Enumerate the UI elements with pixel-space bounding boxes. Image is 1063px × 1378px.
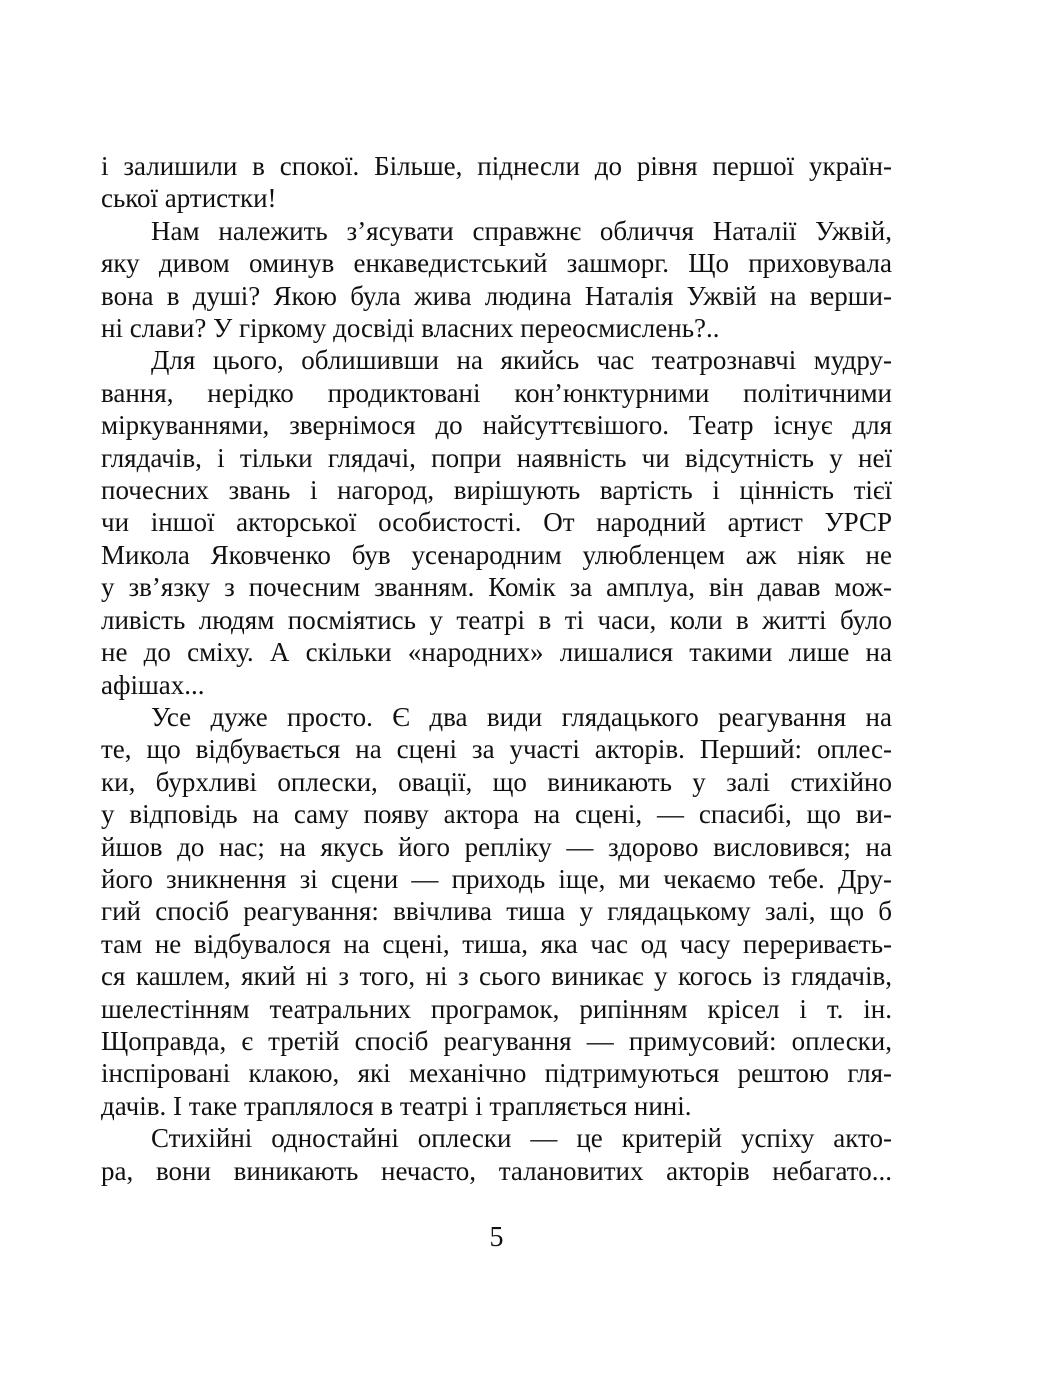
text-line: ся кашлем, який ні з того, ні з сього виникає у когось із глядачів, <box>101 961 892 992</box>
text-line: йшов до нас; на якусь його репліку — здорово висловився; на <box>101 831 892 862</box>
text-line: інспіровані клакою, які механічно підтримуються рештою гля- <box>101 1058 892 1089</box>
text-line: Усе дуже просто. Є два види глядацького реагування на <box>151 701 892 732</box>
text-line: Щоправда, є третій спосіб реагування — примусовий: оплески, <box>101 1025 892 1056</box>
text-line: афішах... <box>101 669 205 700</box>
text-block <box>101 150 892 1187</box>
text-line: ливість людям посміятись у театрі в ті часи, коли в житті було <box>101 604 892 635</box>
text-line: у відповідь на саму появу актора на сцені, — спасибі, що ви- <box>101 799 892 830</box>
text-line: шелестінням театральних програмок, рипінням крісел і т. ін. <box>101 993 892 1024</box>
text-line: ської артистки! <box>101 183 277 214</box>
text-line: вона в душі? Якою була жива людина Наталія Ужвій на верши- <box>101 280 892 311</box>
text-line: ра, вони виникають нечасто, талановитих акторів небагато... <box>101 1155 892 1186</box>
text-line: і залишили в спокої. Більше, піднесли до рівня першої україн- <box>101 151 892 181</box>
page-number: 5 <box>489 1222 504 1253</box>
text-line: гий спосіб реагування: ввічлива тиша у глядацькому залі, що б <box>101 896 892 927</box>
text-line: дачів. І таке траплялося в театрі і трапляється нині. <box>101 1090 692 1121</box>
text-line: Микола Яковченко був усенародним улюбленцем аж ніяк не <box>101 539 892 570</box>
text-line: вання, нерідко продиктовані кон’юнктурними політичними <box>101 377 892 408</box>
paragraph <box>101 215 892 345</box>
paragraph <box>101 344 892 700</box>
text-line: глядачів, і тільки глядачі, попри наявність чи відсутність у неї <box>101 442 892 473</box>
text-line: там не відбувалося на сцені, тиша, яка час од часу перериваєть- <box>101 928 892 959</box>
text-line: почесних звань і нагород, вирішують вартість і цінність тієї <box>101 475 892 506</box>
text-line: міркуваннями, звернімося до найсуттєвішого. Театр існує для <box>101 410 892 441</box>
text-line: яку дивом оминув енкаведистський зашморг. Що приховувала <box>101 248 892 279</box>
text-line: Для цього, облишивши на якийсь час театрознавчі мудру- <box>151 345 892 376</box>
text-line: ні слави? У гіркому досвіді власних переосмислень?.. <box>101 313 720 344</box>
text-line: у зв’язку з почесним званням. Комік за амплуа, він давав мож- <box>101 572 892 603</box>
text-line: його зникнення зі сцени — приходь іще, ми чекаємо тебе. Дру- <box>101 863 892 894</box>
text-line: чи іншої акторської особистості. От народний артист УРСР <box>101 507 892 538</box>
paragraph <box>101 1122 892 1187</box>
paragraph <box>101 701 892 1122</box>
text-line: ки, бурхливі оплески, овації, що виникають у залі стихійно <box>101 766 892 797</box>
text-line: Стихійні одностайні оплески — це критерій успіху акто- <box>151 1123 892 1154</box>
text-line: Нам належить з’ясувати справжнє обличчя Наталії Ужвій, <box>151 215 892 246</box>
text-line: те, що відбувається на сцені за участі акторів. Перший: оплес- <box>101 734 892 765</box>
text-line: не до сміху. А скільки «народних» лишалися такими лише на <box>101 637 892 668</box>
paragraph <box>101 150 892 215</box>
